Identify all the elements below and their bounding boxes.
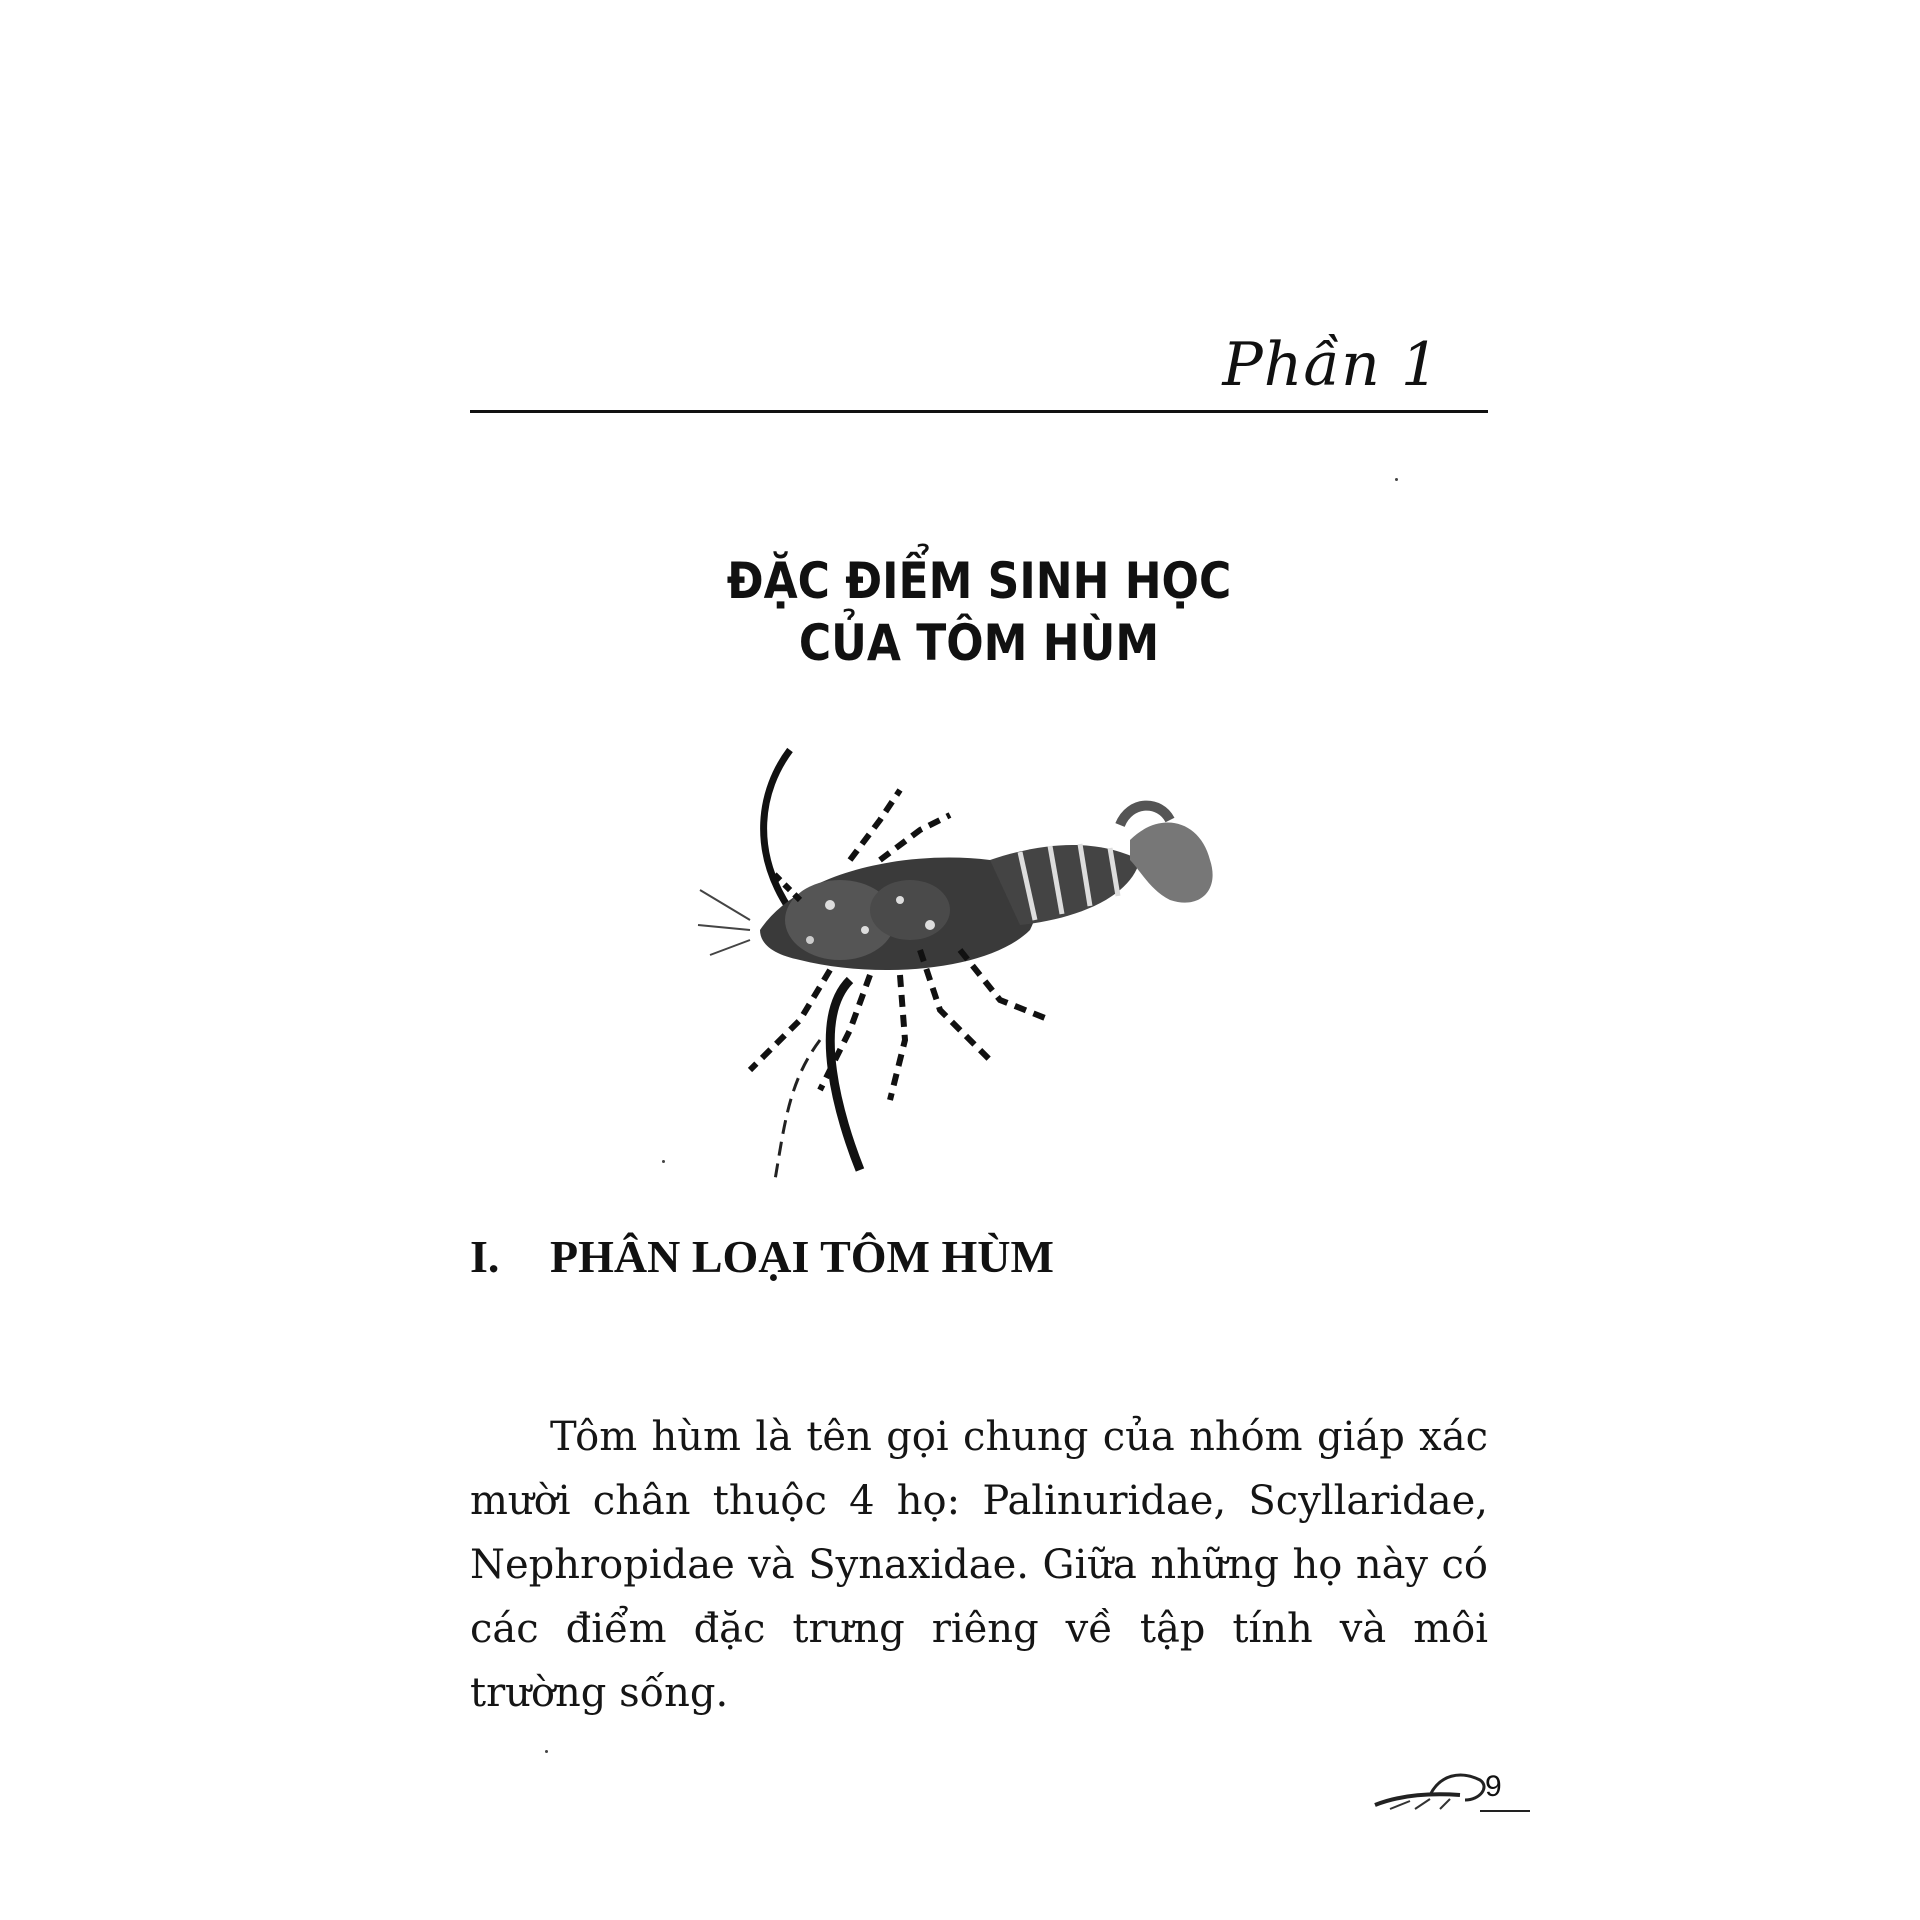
header-rule [470, 410, 1488, 413]
section-heading [470, 1230, 1488, 1283]
page-speck [662, 1160, 665, 1163]
page-number: 9 [1485, 1770, 1502, 1803]
page-speck [1395, 478, 1398, 481]
lobster-ornament-icon [1370, 1765, 1530, 1815]
body-paragraph: Tôm hùm là tên gọi chung của nhóm giáp xác mười chân thuộc 4 họ: Palinuridae, Scyllaridae, Nephropidae và Synaxidae. Giữa những họ này có các điểm đặc trưng riêng về tập tính và môi trường sống. [470, 1414, 1488, 1716]
chapter-title-line-2: CỦA TÔM HÙM [798, 614, 1160, 672]
part-title-text: Phần 1 [1222, 330, 1440, 400]
part-title [470, 330, 1480, 400]
page-speck [545, 1750, 548, 1753]
chapter-title [531, 550, 1427, 674]
lobster-illustration [690, 740, 1230, 1180]
section-heading-text: PHÂN LOẠI TÔM HÙM [550, 1231, 1054, 1282]
chapter-title-line-1: ĐẶC ĐIỂM SINH HỌC [726, 552, 1232, 610]
section-number: I. [470, 1231, 500, 1282]
